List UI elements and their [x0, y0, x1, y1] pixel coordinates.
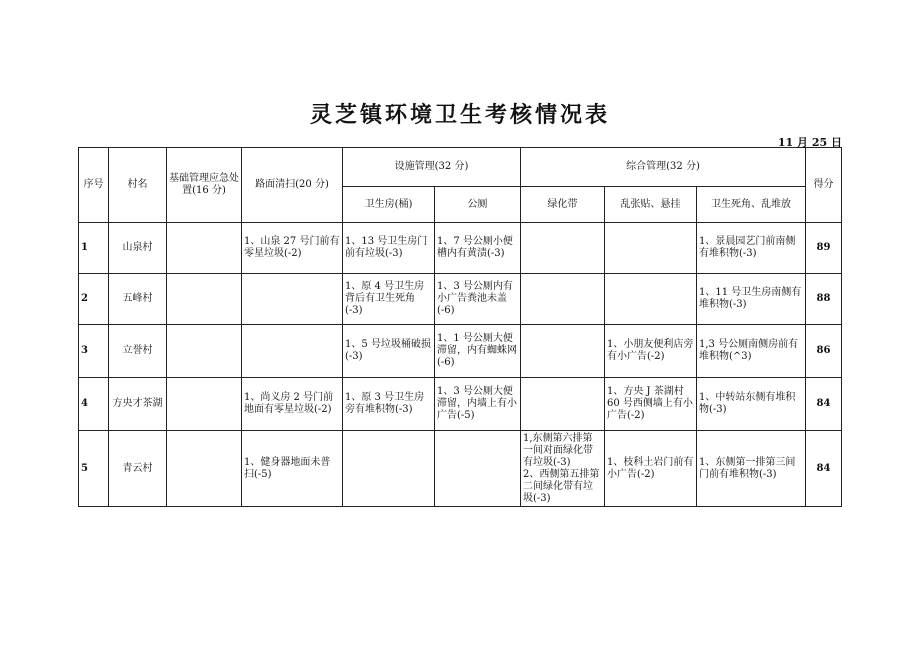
header-facility: 设施管理(32 分): [343, 148, 521, 187]
header-village: 村名: [109, 148, 167, 223]
row-public-toilet: 1、3 号公厕内有小广告粪池未盖(-6): [435, 274, 521, 325]
row-toilet-house: 1、原 4 号卫生房背后有卫生死角(-3): [343, 274, 435, 325]
header-no: 序号: [79, 148, 109, 223]
row-public-toilet: 1、7 号公厕小便槽内有黄渍(-3): [435, 223, 521, 274]
table-row: [79, 325, 842, 378]
report-date: 11 月 25 日: [777, 136, 842, 149]
row-score: 89: [806, 223, 842, 274]
row-village: 方央才茶湖: [109, 378, 167, 431]
row-posting: [605, 223, 697, 274]
row-green: 1,东侧第六排第一间对面绿化带有垃圾(-3) 2、西侧第五排第二间绿化带有垃圾(-3): [521, 431, 605, 507]
header-posting: 乱张贴、悬挂: [605, 187, 697, 223]
table-row: [79, 431, 842, 507]
header-corner: 卫生死角、乱堆放: [697, 187, 806, 223]
row-green: [521, 325, 605, 378]
row-road: [242, 274, 343, 325]
row-toilet-house: [343, 431, 435, 507]
row-corner: 1、景晨园艺门前南侧有堆积物(-3): [697, 223, 806, 274]
row-public-toilet: 1、1 号公厕大便滞留，内有蜘蛛网(-6): [435, 325, 521, 378]
row-score: 84: [806, 431, 842, 507]
table-row: [79, 274, 842, 325]
header-comprehensive: 综合管理(32 分): [521, 148, 806, 187]
table-row: [79, 378, 842, 431]
header-road: 路面清扫(20 分): [242, 148, 343, 223]
header-score: 得分: [806, 148, 842, 223]
row-posting: 1、枝科土岩门前有小广告(-2): [605, 431, 697, 507]
row-score: 86: [806, 325, 842, 378]
row-village: 青云村: [109, 431, 167, 507]
row-no: 4: [79, 378, 109, 431]
row-posting: 1、小朋友便利店旁有小广告(-2): [605, 325, 697, 378]
page-title: 灵芝镇环境卫生考核情况表: [309, 102, 610, 128]
row-basic: [167, 431, 242, 507]
header-toilet-house: 卫生房(桶): [343, 187, 435, 223]
header-green: 绿化带: [521, 187, 605, 223]
row-green: [521, 274, 605, 325]
row-village: 山泉村: [109, 223, 167, 274]
row-corner: 1、中转站东侧有堆积物(-3): [697, 378, 806, 431]
row-corner: 1、东侧第一排第三间门前有堆积物(-3): [697, 431, 806, 507]
row-green: [521, 378, 605, 431]
row-no: 3: [79, 325, 109, 378]
row-public-toilet: [435, 431, 521, 507]
row-score: 88: [806, 274, 842, 325]
row-toilet-house: 1、原 3 号卫生房旁有堆积物(-3): [343, 378, 435, 431]
row-score: 84: [806, 378, 842, 431]
row-basic: [167, 274, 242, 325]
row-no: 5: [79, 431, 109, 507]
row-corner: 1,3 号公厕南侧房前有堆积物(^3): [697, 325, 806, 378]
header-basic: 基础管理应急处置(16 分): [167, 148, 242, 223]
row-basic: [167, 378, 242, 431]
row-green: [521, 223, 605, 274]
row-basic: [167, 223, 242, 274]
row-public-toilet: 1、3 号公厕大便滞留，内墙上有小广告(-5): [435, 378, 521, 431]
row-toilet-house: 1、5 号垃圾桶破损(-3): [343, 325, 435, 378]
row-no: 1: [79, 223, 109, 274]
row-road: 1、山泉 27 号门前有零星垃圾(-2): [242, 223, 343, 274]
row-village: 立誉村: [109, 325, 167, 378]
row-corner: 1、11 号卫生房南侧有堆积物(-3): [697, 274, 806, 325]
row-posting: [605, 274, 697, 325]
row-toilet-house: 1、13 号卫生房门前有垃圾(-3): [343, 223, 435, 274]
table-row: [79, 223, 842, 274]
row-village: 五峰村: [109, 274, 167, 325]
assessment-table: [78, 147, 842, 507]
row-road: 1、尚义房 2 号门前地面有零星垃圾(-2): [242, 378, 343, 431]
row-basic: [167, 325, 242, 378]
row-no: 2: [79, 274, 109, 325]
row-road: [242, 325, 343, 378]
header-public-toilet: 公厕: [435, 187, 521, 223]
row-road: 1、健身器地面未普扫(-5): [242, 431, 343, 507]
row-posting: 1、方央 J 茶湖村 60 号西侧墙上有小广告(-2): [605, 378, 697, 431]
